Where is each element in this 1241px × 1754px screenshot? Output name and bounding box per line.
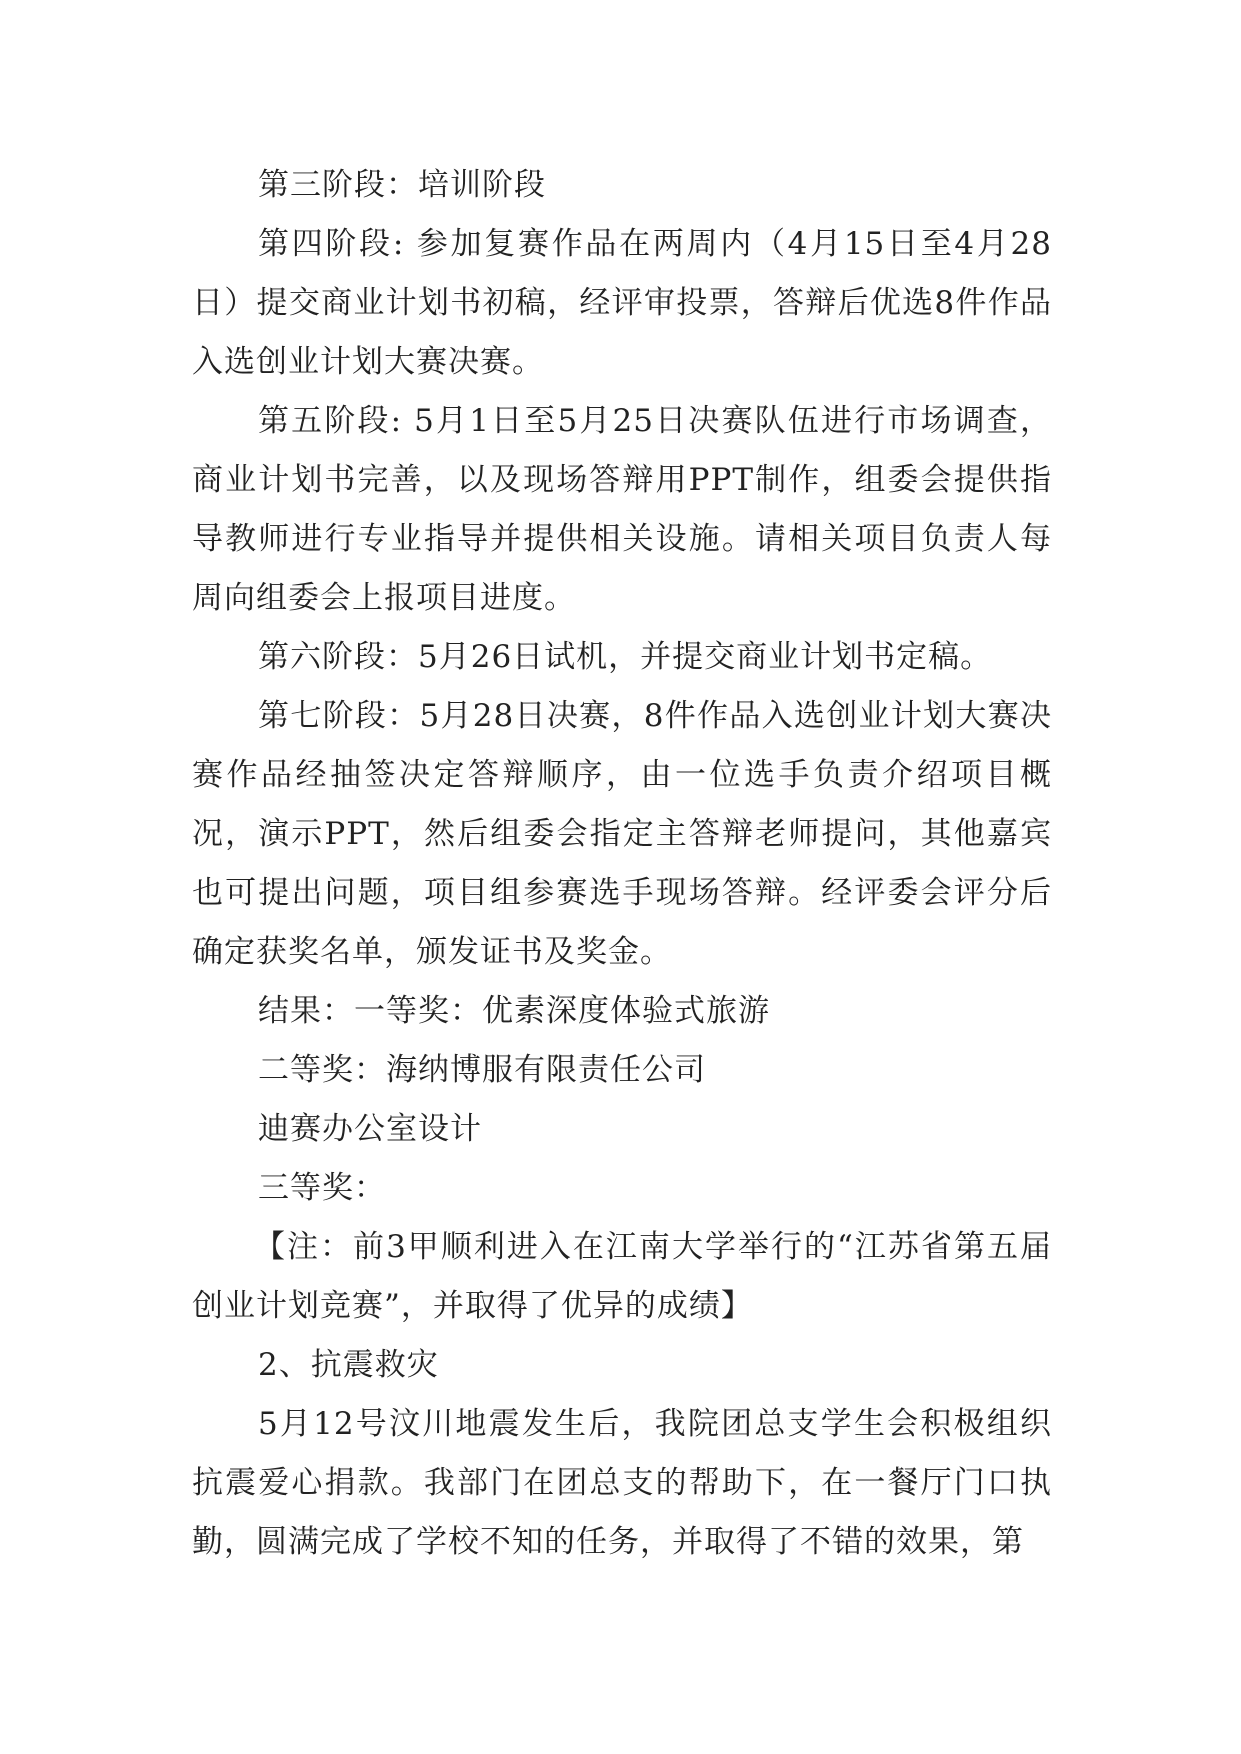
- paragraph-stage-three: 第三阶段：培训阶段: [258, 167, 546, 203]
- paragraph-second-prize-entry: 迪赛办公室设计: [258, 1111, 482, 1147]
- document-body: [192, 156, 1052, 1572]
- paragraph-stage-six: 第六阶段：5月26日试机，并提交商业计划书定稿。: [258, 639, 993, 675]
- paragraph-note: 【注：前3甲顺利进入在江南大学举行的“江苏省第五届创业计划竞赛”，并取得了优异的成绩】: [192, 1229, 1052, 1324]
- paragraph-results-first-prize: 结果：一等奖：优素深度体验式旅游: [258, 993, 770, 1029]
- paragraph-second-prize: 二等奖：海纳博服有限责任公司: [258, 1052, 706, 1088]
- section-heading-earthquake-relief: 2、抗震救灾: [258, 1347, 439, 1383]
- paragraph-stage-seven: 第七阶段：5月28日决赛，8件作品入选创业计划大赛决赛作品经抽签决定答辩顺序，由一位选手负责介绍项目概况，演示PPT，然后组委会指定主答辩老师提问，其他嘉宾也可提出问题，项目组参赛选手现场答辩。经评委会评分后确定获奖名单，颁发证书及奖金。: [192, 698, 1052, 970]
- paragraph-earthquake-donation: 5月12号汶川地震发生后，我院团总支学生会积极组织抗震爱心捐款。我部门在团总支的帮助下，在一餐厅门口执勤，圆满完成了学校不知的任务，并取得了不错的效果，第: [192, 1406, 1052, 1560]
- paragraph-stage-four: 第四阶段: 参加复赛作品在两周内（4月15日至4月28日）提交商业计划书初稿，经评审投票，答辩后优选8件作品入选创业计划大赛决赛。: [192, 226, 1052, 380]
- paragraph-stage-five: 第五阶段: 5月1日至5月25日决赛队伍进行市场调查，商业计划书完善，以及现场答辩用PPT制作，组委会提供指导教师进行专业指导并提供相关设施。请相关项目负责人每周向组委会上报项目进度。: [192, 403, 1052, 616]
- paragraph-third-prize: 三等奖：: [258, 1170, 386, 1206]
